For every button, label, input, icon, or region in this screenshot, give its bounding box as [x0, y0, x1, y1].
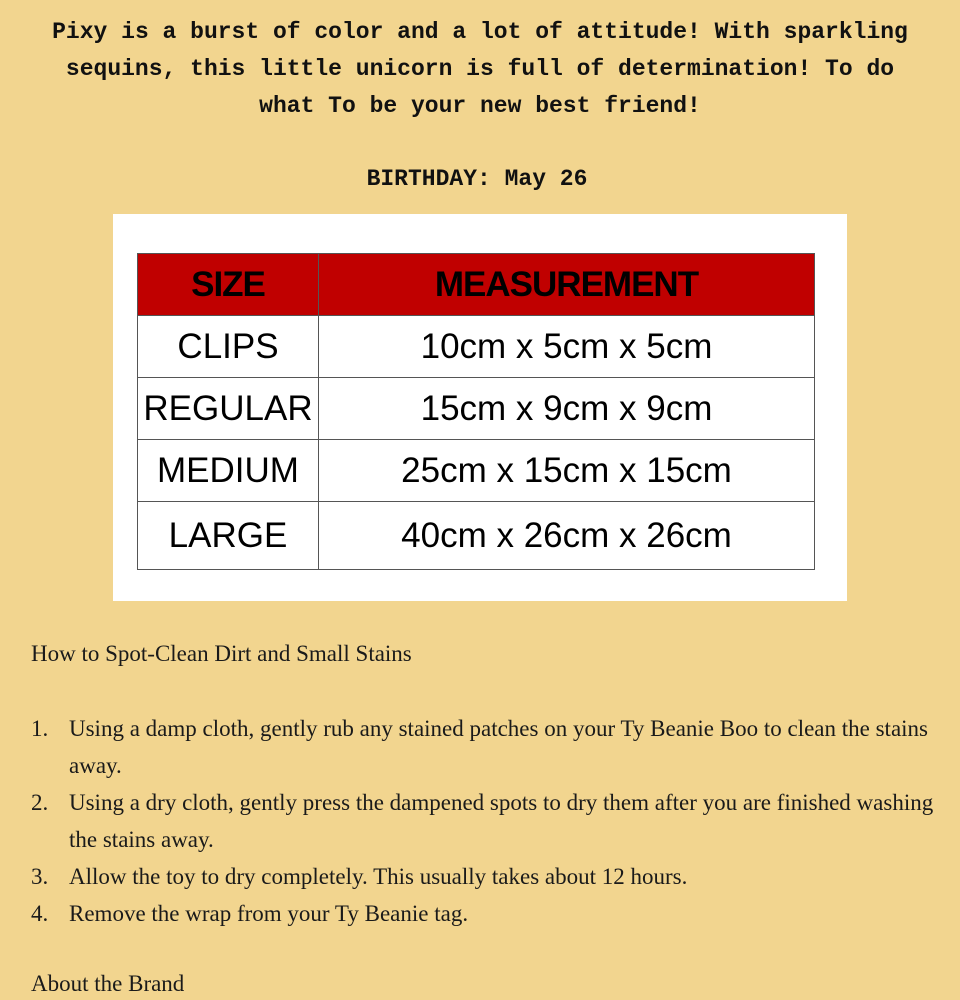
step-text: Using a damp cloth, gently rub any stained patches on your Ty Beanie Boo to clean the stains away.: [69, 716, 928, 778]
size-cell: MEDIUM: [138, 440, 319, 502]
measurement-cell: 25cm x 15cm x 15cm: [319, 440, 815, 502]
cleaning-heading: How to Spot-Clean Dirt and Small Stains: [31, 641, 412, 666]
product-description: Pixy is a burst of color and a lot of attitude! With sparkling sequins, this little unicorn is full of determination! To do what To be your new best friend!: [52, 19, 908, 119]
table-row: [138, 378, 815, 440]
size-cell: REGULAR: [138, 378, 319, 440]
about-brand-heading: About the Brand: [31, 971, 185, 996]
list-item: [31, 710, 946, 784]
step-text: Allow the toy to dry completely. This usually takes about 12 hours.: [69, 864, 688, 889]
size-chart-image: [113, 214, 847, 601]
size-cell: LARGE: [138, 502, 319, 570]
step-number: 1.: [31, 716, 49, 741]
column-header-measurement: MEASUREMENT: [319, 254, 815, 316]
column-header-size: SIZE: [138, 254, 319, 316]
step-text: Using a dry cloth, gently press the dampened spots to dry them after you are finished washing the stains away.: [69, 790, 934, 852]
size-cell: CLIPS: [138, 316, 319, 378]
measurement-cell: 40cm x 26cm x 26cm: [319, 502, 815, 570]
step-text: Remove the wrap from your Ty Beanie tag.: [69, 901, 469, 926]
table-header-row: [138, 254, 815, 316]
step-number: 3.: [31, 864, 49, 889]
cleaning-steps-list: [31, 710, 946, 932]
list-item: [31, 895, 946, 932]
size-table: [137, 253, 815, 570]
step-number: 2.: [31, 790, 49, 815]
measurement-cell: 15cm x 9cm x 9cm: [319, 378, 815, 440]
list-item: [31, 784, 946, 858]
table-row: [138, 440, 815, 502]
measurement-cell: 10cm x 5cm x 5cm: [319, 316, 815, 378]
table-row: [138, 316, 815, 378]
birthday-line: BIRTHDAY: May 26: [366, 166, 588, 192]
list-item: [31, 858, 946, 895]
step-number: 4.: [31, 901, 49, 926]
table-row: [138, 502, 815, 570]
